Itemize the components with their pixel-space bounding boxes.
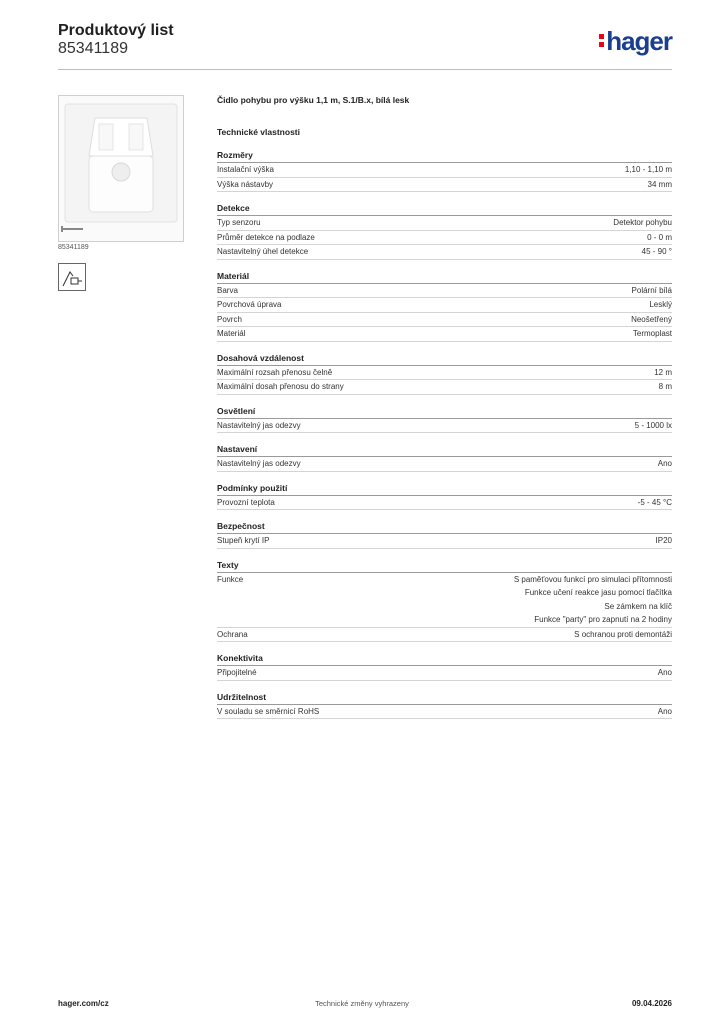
property-row [217,231,672,246]
logo-text: hager [606,26,672,56]
property-value [648,178,672,192]
property-value-line: 8 m [658,382,672,391]
product-image [58,95,184,242]
property-value [631,313,672,327]
property-value [613,216,672,230]
property-value [658,666,672,680]
property-value [654,366,672,380]
property-value-line: Funkce učení reakce jasu pomocí tlačítka [524,588,672,597]
property-value-line: Polární bílá [631,285,672,295]
property-row [217,216,672,231]
property-row [217,178,672,193]
property-group [217,520,672,549]
property-value [649,298,672,312]
property-label: Stupeň krytí IP [217,536,270,545]
property-label: Funkce [217,574,244,584]
property-row [217,496,672,511]
property-label: V souladu se směrnicí RoHS [217,706,320,716]
property-value-line: 12 m [654,367,672,377]
property-label: Výška nástavby [217,179,274,189]
property-value [658,457,672,471]
property-label: Materiál [217,329,246,338]
group-title: Bezpečnost [217,520,672,534]
property-row [217,666,672,681]
property-value-line: S paměťovou funkcí pro simulaci přítomnosti [513,574,672,584]
property-row [217,573,672,628]
property-label: Povrch [217,314,242,324]
property-value-line: Funkce "party" pro zapnutí na 2 hodiny [534,615,672,624]
property-group [217,443,672,472]
property-value-line: Lesklý [649,300,672,309]
property-label: Instalační výška [217,165,274,174]
property-row [217,284,672,299]
property-value-line: 45 - 90 ° [641,247,672,256]
property-row [217,313,672,328]
property-value-line: Ano [657,706,672,716]
property-value-line: IP20 [655,536,672,545]
document-header [58,22,174,58]
group-title: Dosahová vzdálenost [217,352,672,366]
header-divider [58,69,672,70]
property-label: Nastavitelný úhel detekce [217,247,309,256]
technical-data [217,95,672,719]
article-number: 85341189 [58,40,128,57]
property-row [217,327,672,342]
property-label: Barva [217,285,238,295]
group-title: Detekce [217,202,672,216]
property-value [632,284,672,298]
footer-notice: Technické změny vyhrazeny [315,999,409,1008]
property-value [625,163,672,177]
property-value [574,628,672,642]
property-value-line: Termoplast [632,329,672,338]
property-value [635,419,672,433]
property-value [647,231,672,245]
property-label: Nastavitelný jas odezvy [217,459,301,468]
property-value-line: S ochranou proti demontáži [574,629,672,639]
section-title: Technické vlastnosti [217,127,300,137]
property-row [217,298,672,313]
property-row [217,245,672,260]
property-value-line: -5 - 45 °C [637,497,672,507]
property-value-line: 34 mm [647,179,672,189]
property-label: Typ senzoru [217,218,261,227]
property-group [217,149,672,192]
group-title: Udržitelnost [217,691,672,705]
property-value [633,327,672,341]
footer-website[interactable]: hager.com/cz [58,999,109,1008]
property-value-line: 5 - 1000 lx [634,420,672,430]
property-group [217,691,672,720]
property-group [217,652,672,681]
property-label: Připojitelné [217,668,257,677]
property-value-line: Ano [657,668,672,677]
property-row [217,457,672,472]
property-value [642,245,672,259]
group-title: Materiál [217,270,672,284]
group-title: Konektivita [217,652,672,666]
hager-logo [599,28,672,54]
property-row [217,534,672,549]
property-row [217,628,672,643]
property-value-line: Ano [657,459,672,468]
property-label: Maximální rozsah přenosu čelně [217,367,333,377]
property-row [217,366,672,381]
property-value-line: 0 - 0 m [647,232,672,242]
property-group [217,405,672,434]
group-title: Texty [217,559,672,573]
property-label: Nastavitelný jas odezvy [217,420,301,430]
property-groups [217,149,672,719]
property-label: Průměr detekce na podlaze [217,232,315,242]
product-image-caption: 85341189 [58,244,89,251]
property-label: Provozní teplota [217,497,275,507]
property-value-line: 1,10 - 1,10 m [624,165,672,174]
installation-pictogram [58,263,86,291]
product-name: Čidlo pohybu pro výšku 1,1 m, S.1/B.x, bílá lesk [217,95,410,105]
property-group [217,559,672,643]
footer-date: 09.04.2026 [631,999,672,1008]
group-title: Nastavení [217,443,672,457]
property-value [658,705,672,719]
logo-dots-icon [599,34,604,50]
property-row [217,419,672,434]
property-value-line: Detektor pohybu [613,218,672,227]
property-value [656,534,672,548]
property-value [514,573,672,627]
motion-sensor-icon [59,96,183,241]
property-value [659,380,672,394]
property-group [217,482,672,511]
group-title: Rozměry [217,149,672,163]
property-group [217,270,672,342]
property-value [638,496,672,510]
group-title: Podmínky použití [217,482,672,496]
property-value-line: Se zámkem na klíč [604,601,672,611]
property-label: Maximální dosah přenosu do strany [217,382,344,391]
group-title: Osvětlení [217,405,672,419]
property-row [217,705,672,720]
property-group [217,202,672,260]
document-title: Produktový list [58,22,174,39]
property-label: Povrchová úprava [217,300,282,309]
property-row [217,163,672,178]
property-label: Ochrana [217,629,248,639]
mounting-height-icon [59,264,85,290]
property-group [217,352,672,395]
property-value-line: Neošetřený [631,314,672,324]
property-row [217,380,672,395]
